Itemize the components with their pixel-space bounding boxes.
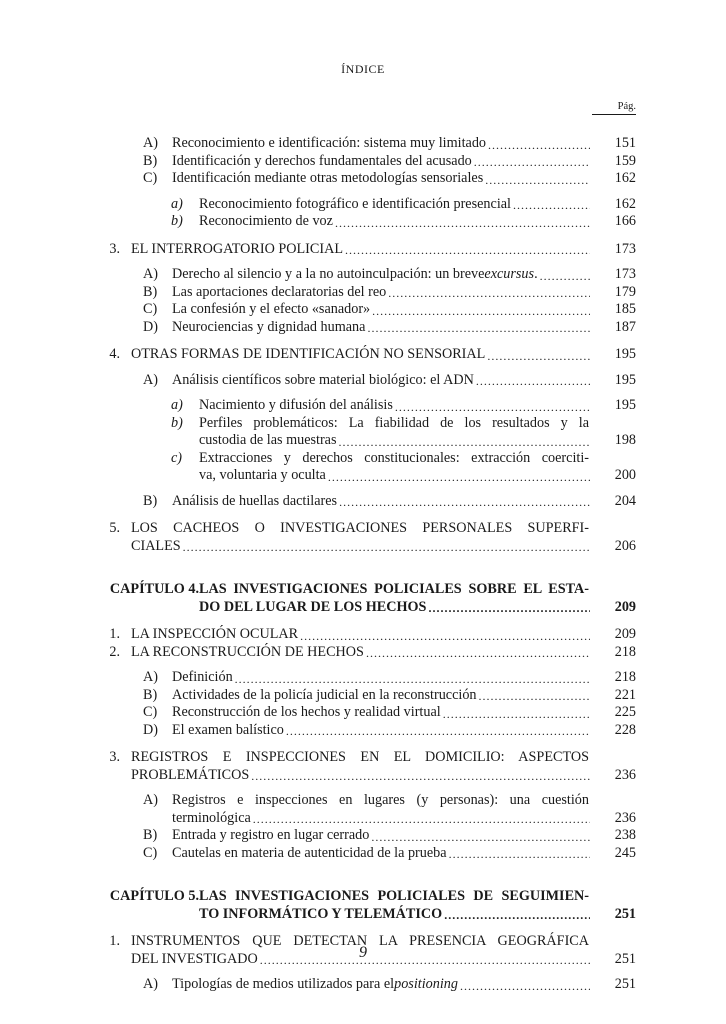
toc-entry-page: 185 [614,301,636,317]
toc-entry-number: B) [143,283,158,300]
toc-entry-number: D) [143,318,158,335]
toc-entry-number: B) [143,827,158,843]
toc-entry [91,196,636,214]
toc-entry-title: Nacimiento y difusión del análisis [199,397,393,413]
toc-entry-title: EL INTERROGATORIO POLICIAL [131,240,344,257]
toc-entry-title: OTRAS FORMAS DE IDENTIFICACIÓN NO SENSORIAL [131,346,486,362]
toc-entry-page: 195 [614,346,636,362]
toc-entry [91,669,636,687]
toc-entry-title: Cautelas en materia de autenticidad de la prueba [172,844,447,861]
toc-entry [91,415,636,450]
toc-entry [91,135,636,153]
page-column-label: Pág. [592,101,636,115]
toc-entry-number: A) [143,266,158,282]
dot-leader [366,645,590,661]
toc-entry-page: 200 [614,467,636,483]
dot-leader [300,628,590,644]
dot-leader [328,469,590,485]
toc-entry-title: Reconocimiento fotográfico e identificación presencial [199,195,511,212]
toc-entry-page: 225 [614,704,636,720]
dot-leader [339,494,590,510]
dot-leader [479,688,590,704]
toc-entry [91,301,636,319]
toc-entry-number: D) [143,721,158,738]
toc-entry-title: LA RECONSTRUCCIÓN DE HECHOS [131,643,364,660]
toc-entry-page: 162 [614,195,636,212]
toc-entry [91,284,636,302]
toc-entry-number: B) [143,492,158,509]
toc-entry-page: 251 [614,976,636,992]
dot-leader [395,399,590,415]
toc-entry [91,241,636,259]
toc-entry-title-line: Registros e inspecciones en lugares (y personas): una cuestión [172,792,589,808]
toc-entry-title: TO INFORMÁTICO Y TELEMÁTICO [199,905,443,922]
toc-entry-number: C) [143,170,158,186]
toc-entry-title: Identificación mediante otras metodologías sensoriales [172,170,484,186]
toc-entry-page: 236 [614,766,636,783]
toc-entry [91,372,636,390]
toc-entry-page: 206 [614,537,636,554]
toc-entry-number: 2. [109,643,120,660]
toc-entry-number: 4. [109,346,120,362]
toc-entry-title: Reconstrucción de los hechos y realidad virtual [172,704,441,720]
dot-leader [444,907,590,923]
toc-entry-number: A) [143,135,158,151]
toc-entry-title: LA INSPECCIÓN OCULAR [131,626,299,642]
toc-entry-page: 195 [614,371,636,388]
dot-leader [474,154,590,170]
toc-entry-title: DEL INVESTIGADO [131,950,258,967]
page-number: 9 [359,944,367,961]
running-header: ÍNDICE [341,62,385,76]
toc-entry [91,704,636,722]
toc-entry-number: b) [171,414,183,431]
dot-leader [372,303,590,319]
toc-entry-number: a) [171,195,183,212]
toc-entry [91,319,636,337]
toc-entry-page: 236 [614,809,636,826]
toc-entry-number: 5. [109,520,120,536]
dot-leader [183,539,590,555]
toc-entry [91,450,636,485]
toc-entry-number: 3. [109,749,120,765]
toc-entry-title: custodia de las muestras [199,432,337,448]
toc-entry-number: A) [143,792,158,808]
toc-entry-page: 218 [614,669,636,685]
toc-entry-title-line: LAS INVESTIGACIONES POLICIALES DE SEGUIMIEN- [199,888,589,904]
toc-entry-number: C) [143,704,158,720]
toc-entry [91,644,636,662]
toc-entry-page: 238 [614,827,636,843]
toc-entry-page: 187 [614,318,636,335]
toc-entry [91,397,636,415]
toc-entry-title-line: Extracciones y derechos constitucionales: extracción coerciti- [199,449,589,466]
toc-entry-page: 209 [614,598,636,615]
toc-entry-page: 209 [614,626,636,642]
dot-leader [371,829,590,845]
dot-leader [235,671,590,687]
toc-entry-title: El examen balístico [172,721,284,738]
toc-entry-number: c) [171,449,183,466]
toc-entry-page: 245 [614,844,636,861]
toc-entry-title: Entrada y registro en lugar cerrado [172,827,370,843]
toc-entry-page: 221 [614,686,636,703]
toc-entry-title-italic: positioning [394,976,458,992]
dot-leader [449,846,590,862]
dot-leader [345,242,590,258]
dot-leader [540,268,590,284]
toc-entry-page: 159 [614,152,636,169]
toc-entry-title-line: REGISTROS E INSPECCIONES EN EL DOMICILIO: ASPECTOS [131,749,589,765]
dot-leader [253,811,590,827]
toc-entry-title: terminológica [172,809,251,826]
toc-entry-title: Tipologías de medios utilizados para el [172,976,395,992]
toc-entry [91,792,636,827]
toc-entry-title-line: INSTRUMENTOS QUE DETECTAN LA PRESENCIA GEOGRÁFICA [131,933,589,949]
toc-entry-title: Identificación y derechos fundamentales del acusado [172,152,472,169]
dot-leader [513,197,590,213]
toc-entry-page: 166 [614,213,636,229]
toc-entry-title: DO DEL LUGAR DE LOS HECHOS [199,598,427,615]
toc-entry [91,346,636,364]
toc-entry-title-line: LAS INVESTIGACIONES POLICIALES SOBRE EL ESTA- [199,581,589,597]
toc-entry-number: 1. [109,626,120,642]
toc-entry-number: B) [143,686,158,703]
toc-entry-number: C) [143,301,158,317]
toc-entry-title: Análisis científicos sobre material biológico: el ADN [172,371,474,388]
toc-entry-number: CAPÍTULO 5. [109,888,199,904]
toc-entry-title-tail: . [534,266,538,282]
toc-entry-title: va, voluntaria y oculta [199,467,326,483]
toc-entry [91,722,636,740]
dot-leader [286,723,590,739]
toc-entry-title-italic: excursus [484,266,535,282]
dot-leader [251,768,590,784]
toc-entry-number: B) [143,152,158,169]
toc-entry-title: La confesión y el efecto «sanador» [172,301,371,317]
toc-entry-title: Actividades de la policía judicial en la reconstrucción [172,686,477,703]
dot-leader [487,348,590,364]
toc-entry-page: 162 [614,170,636,186]
toc-entry-page: 198 [614,432,636,448]
toc-entry-page: 251 [614,950,636,967]
toc-entry-number: CAPÍTULO 4. [109,581,199,597]
dot-leader [367,320,590,336]
toc-entry-number: 1. [109,933,120,949]
toc-entry [91,626,636,644]
dot-leader [339,434,590,450]
dot-leader [443,706,590,722]
toc-entry-page: 151 [614,135,636,151]
toc-entry-title: Derecho al silencio y a la no autoinculpación: un breve [172,266,485,282]
toc-entry-title: Reconocimiento e identificación: sistema muy limitado [172,135,487,151]
toc-entry [91,520,636,555]
toc-entry [91,888,636,923]
toc-entry-number: A) [143,976,158,992]
toc-entry [91,213,636,231]
dot-leader [460,978,590,994]
dot-leader [485,172,590,188]
toc-entry-title: Definición [172,669,233,685]
toc-entry [91,845,636,863]
toc-entry-title-line: Perfiles problemáticos: La fiabilidad de los resultados y la [199,414,589,431]
dot-leader [476,373,590,389]
dot-leader [335,215,590,231]
toc-entry-number: 3. [109,240,120,257]
toc-entry-number: A) [143,669,158,685]
toc-entry-page: 173 [614,266,636,282]
toc-entry-page: 218 [614,643,636,660]
toc-entry-page: 195 [614,397,636,413]
toc-entry [91,493,636,511]
toc-entry-title: Neurociencias y dignidad humana [172,318,366,335]
toc-entry [91,266,636,284]
toc-entry-number: C) [143,844,158,861]
dot-leader [388,285,590,301]
dot-leader [488,137,590,153]
toc-entry-page: 251 [614,905,636,922]
toc-entry-page: 204 [614,492,636,509]
toc-entry-number: A) [143,371,158,388]
toc-entry [91,687,636,705]
toc-entry-title: Reconocimiento de voz [199,213,333,229]
toc-entry-page: 179 [614,283,636,300]
toc-entry [91,827,636,845]
toc-entry-page: 173 [614,240,636,257]
toc-entry-number: b) [171,213,183,229]
toc-entry-title: CIALES [131,537,181,554]
toc-entry-title: PROBLEMÁTICOS [131,766,250,783]
toc-entry [91,153,636,171]
toc-entry [91,976,636,994]
toc-entry [91,170,636,188]
dot-leader [428,600,590,616]
toc-entry-title-line: LOS CACHEOS O INVESTIGACIONES PERSONALES SUPERFI- [131,520,589,536]
toc-entry-title: Análisis de huellas dactilares [172,492,338,509]
toc-entry [91,749,636,784]
toc-entry-title: Las aportaciones declaratorias del reo [172,283,387,300]
table-of-contents [91,135,636,994]
toc-entry-page: 228 [614,721,636,738]
toc-entry-number: a) [171,397,183,413]
toc-entry [91,581,636,616]
